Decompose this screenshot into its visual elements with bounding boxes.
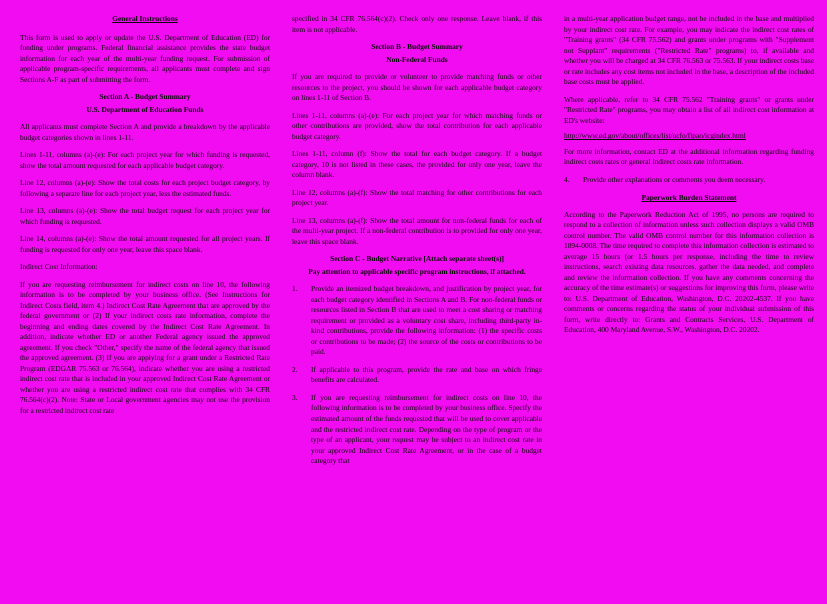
- column-general-instructions: [20, 14, 270, 594]
- list-item-number: 4.: [564, 174, 570, 184]
- after-link-paragraph: For more information, contact ED at the additional information regarding funding indirect costs rates or general indirect costs rate information.: [564, 146, 814, 167]
- section-c-subtitle: Pay attention to applicable specific program instructions, if attached.: [308, 266, 526, 276]
- list-item-text: Provide an itemized budget breakdown, and justification by project year, for each budget category identified in Sections A and B. For non-federal funds or resources listed in Section B that are used to meet a cost sharing or matching requirement or provided as a voluntary cost share, including third-party in-kind contributions, provide the following information: (1) the specific costs or contributions to be made; (2) the source of the costs or contributions to be paid.: [311, 284, 542, 357]
- section-a-p1: All applicants must complete Section A and provide a breakdown by the applicable budget categories shown in lines 1-11.: [20, 122, 270, 142]
- three-column-layout: [14, 14, 813, 594]
- section-b-p4: Line 12, columns (a)-(f): Show the total matching for other contributions for each project year.: [292, 187, 542, 208]
- section-a-p4: Line 13, columns (a)-(e): Show the total budget request for each project year for which funding is requested.: [20, 206, 270, 226]
- general-instructions-heading: General Instructions: [112, 14, 178, 23]
- list-item: [292, 365, 542, 386]
- section-a-p3: Line 12, columns (a)-(e): Show the total costs for each project budget category, by following a separate line for each project year, less the estimated funds.: [20, 178, 270, 198]
- section-c-title: Section C - Budget Narrative [Attach separate sheet(s)]: [330, 254, 504, 264]
- list-item-number: 1.: [292, 284, 298, 294]
- paperwork-burden-statement-title: Paperwork Burden Statement: [641, 193, 737, 203]
- section-b-subtitle: Non-Federal Funds: [386, 54, 448, 64]
- section-b-p2: Lines 1-11, columns (a)-(e): For each project year for which matching funds or other contributions are provided, show the total contribution for each applicable budget category.: [292, 110, 542, 141]
- list-item: [292, 393, 542, 467]
- column3-continuation: in a multi-year application budget range, not be included in the base and multiplied by your indirect cost rate. For example, you may indicate the indirect cost rates of "Training grants" (34 CFR 75.562) and grants under programs with "Supplement not Supplant" requirements ("Restricted Rate" programs) to, if available and whether you will be charged at 34 CFR 76.563 or 75.563. If your indirect costs base or rate includes any cost items not included in the base, a description of the included base costs must be applied.: [564, 14, 814, 87]
- website-reference-paragraph: Where applicable, refer to 34 CFR 75.562 "Training grants" or grants under "Restricted Rate" programs, you may obtain a list of all indirect cost information at ED's website:: [564, 94, 814, 125]
- section-c-list-continued: [564, 175, 814, 186]
- section-b-p5: Line 13, columns (a)-(f): Show the total amount for non-federal funds for each of the multi-year project. If a non-federal contribution is to provided for only one year, leave this space blank.: [292, 215, 542, 246]
- section-a-title: Section A - Budget Summary: [99, 92, 191, 102]
- list-item-number: 3.: [292, 392, 298, 402]
- section-b-title: Section B - Budget Summary: [371, 42, 463, 52]
- list-item-number: 2.: [292, 364, 298, 374]
- section-c-list: [292, 284, 542, 466]
- indirect-cost-info-body: If you are requesting reimbursement for indirect costs on line 10, the following information is to be completed by your business office. (See Instructions for Indirect Costs field, item 4.) Indirect Cost Rate Agreement that are approved by the federal government or (2) If your indirect costs rate information, complete the beginning and ending dates covered by the Indirect Cost Rate Agreement. In addition, indicate whether ED or another Federal agency issued the approved agreement. If you check "Other," specify the name of the federal agency that issued the approved agreement. (3) If you are applying for a grant under a Restricted Rate Program (EDGAR 75.563 or 76.564), indicate whether you are using a restricted indirect cost rate that is included in your approved Indirect Cost Rate Agreement or whether you are using a restricted indirect cost rate that complies with 34 CFR 76.564(c)(2). Note: State or Local government agencies may not use the provision for a restricted indirect cost rate: [20, 279, 270, 415]
- indirect-cost-info-heading: Indirect Cost Information:: [20, 262, 98, 272]
- section-a-p2: Lines 1-11, columns (a)-(e): For each project year for which funding is requested, show the total amount requested for each applicable budget category.: [20, 150, 270, 170]
- column-section-b-c: [292, 14, 542, 594]
- paperwork-burden-statement-body: According to the Paperwork Reduction Act of 1995, no persons are required to respond to a collection of information unless such collection displays a valid OMB control number. The valid OMB control number for this information collection is 1894-0008. The time required to complete this information collection is estimated to average 15 hours (or 1.5 hours per response, including the time to review instructions, search existing data resources, gather the data needed, and complete and review the information collection. If you have any comments concerning the accuracy of the time estimate(s) or suggestions for improving this form, please write to: U.S. Department of Education, Washington, D.C. 20202-4537. If you have comments or concerns regarding the status of your individual submission of this form, write directly to: Grants and Contracts Services, U.S. Department of Education, 400 Maryland Avenue, S.W., Washington, D.C. 20202.: [564, 209, 814, 335]
- list-item-text: If applicable to this program, provide the rate and base on which fringe benefits are calculated.: [311, 364, 542, 385]
- list-item: [564, 175, 814, 186]
- list-item: [292, 284, 542, 358]
- column2-continuation: specified in 34 CFR 76.564(c)(2). Check only one response. Leave blank, if this item is not applicable.: [292, 14, 542, 34]
- list-item-text: If you are requesting reimbursement for indirect costs on line 10, the following information is to be completed by your business office. Specify the estimated amount of the funds requested that will be used to cover applicable and the restricted indirect cost rate. Depending on the type of program or the type of an applicant, your request may be subject to an indirect cost rate in your approved Indirect Cost Rate Agreement, or in the case of a budget category that: [311, 392, 542, 466]
- ed-indirect-cost-link[interactable]: http://www.ed.gov/about/offices/list/ocfo/fipao/icgindex.html: [564, 131, 746, 141]
- list-item-text: Provide other explanations or comments you deem necessary.: [583, 174, 766, 184]
- section-b-p1: If you are required to provide or volunteer to provide matching funds or other resources to the project, you should be shown for each applicable budget category on lines 1-11 of Section B.: [292, 72, 542, 103]
- section-a-p5: Line 14, columns (a)-(e): Show the total amount requested for all project years. If funding is requested for only one year, leave this space blank.: [20, 234, 270, 254]
- intro-paragraph: This form is used to apply or update the U.S. Department of Education (ED) for funding under programs. Federal financial assistance provides the state budget information for each year of the multi-year funding request. For submission of applicable program-specific requirements, all applicants must complete and sign Sections A-F as part of submitting the form.: [20, 32, 270, 84]
- column-indirect-cost-and-pra: [564, 14, 814, 594]
- section-a-subtitle: U.S. Department of Education Funds: [86, 104, 204, 114]
- section-b-p3: Lines 1-11, column (f): Show the total for each budget category. If a budget category, 10 is not listed in these cases, the provided for only one year, leave the column blank.: [292, 149, 542, 180]
